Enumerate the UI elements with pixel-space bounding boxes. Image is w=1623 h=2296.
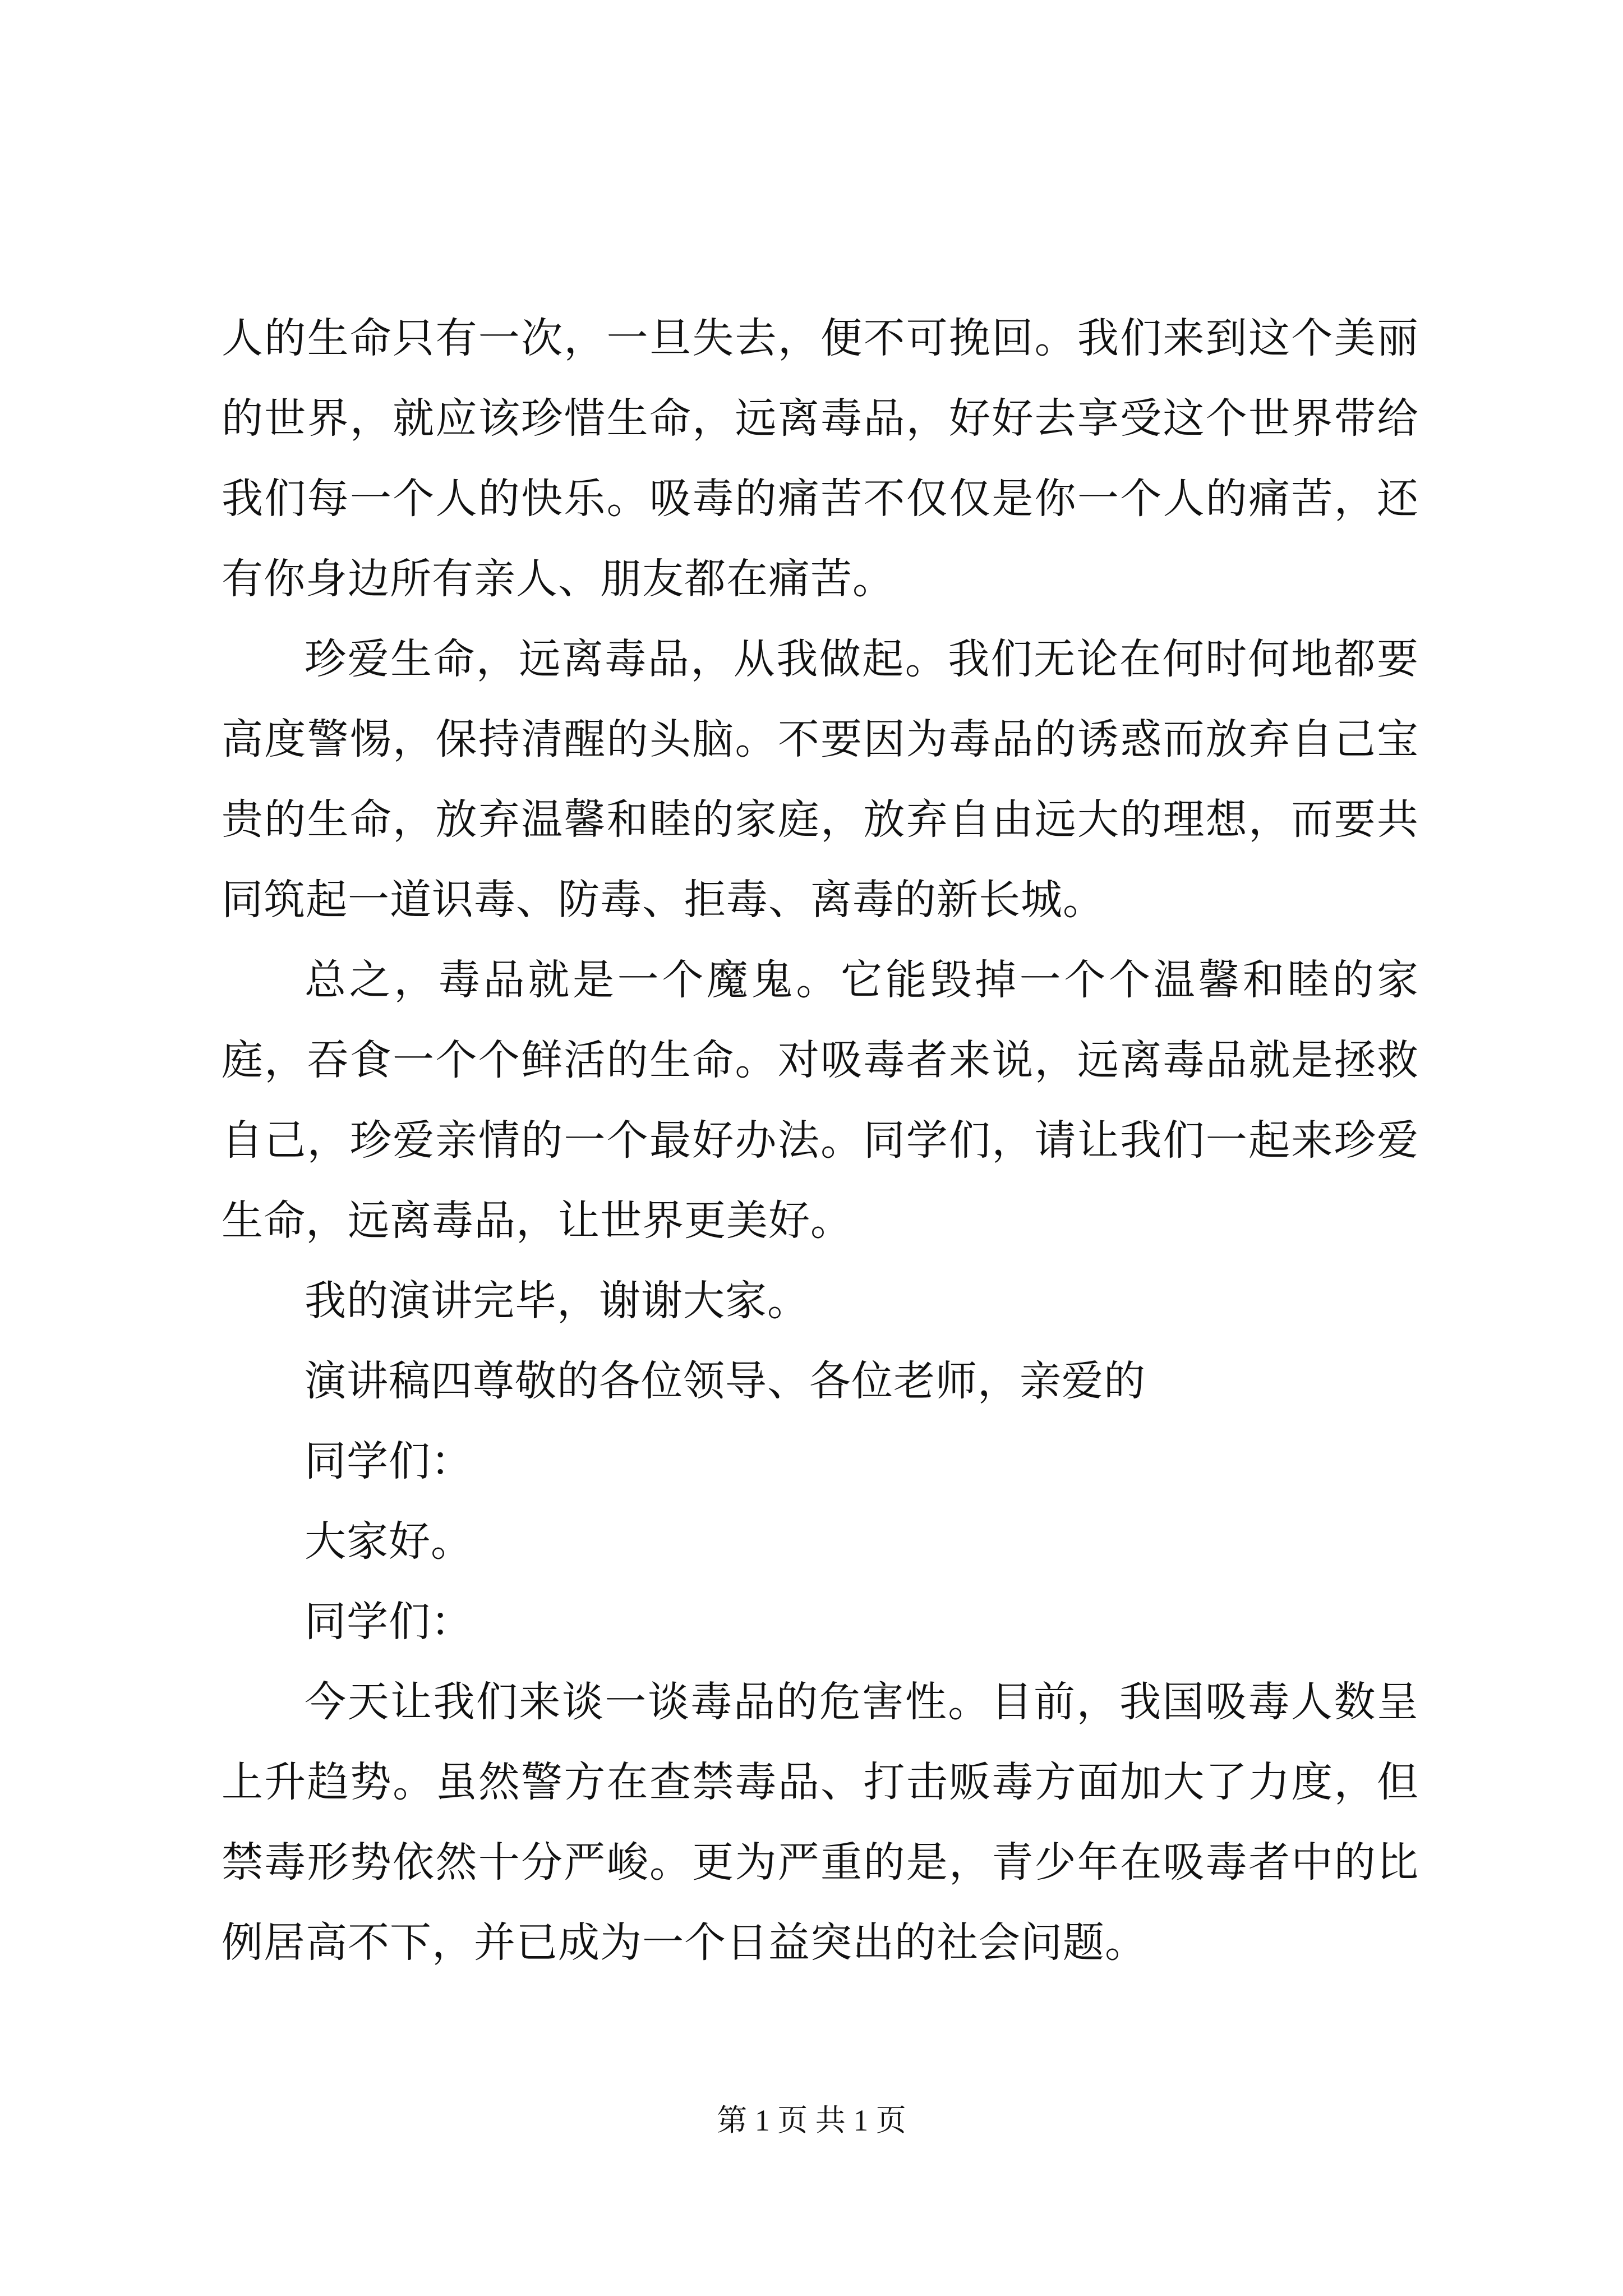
paragraph-5: 演讲稿四尊敬的各位领导、各位老师，亲爱的 (305, 1357, 1146, 1405)
paragraph-4: 我的演讲完毕，谢谢大家。 (305, 1277, 809, 1325)
paragraph-2: 珍爱生命，远离毒品，从我做起。我们无论在何时何地都要高度警惕，保持清醒的头脑。不要因为毒品的诱惑而放弃自己宝贵的生命，放弃温馨和睦的家庭，放弃自由远大的理想，而要共同筑起一道识毒、防毒、拒毒、离毒的新长城。 (222, 635, 1419, 924)
paragraph-9: 今天让我们来谈一谈毒品的危害性。目前，我国吸毒人数呈上升趋势。虽然警方在查禁毒品、打击贩毒方面加大了力度，但禁毒形势依然十分严峻。更为严重的是，青少年在吸毒者中的比例居高不下，并已成为一个日益突出的社会问题。 (222, 1678, 1419, 1967)
paragraph-7: 大家好。 (305, 1517, 473, 1566)
paragraph-1: 人的生命只有一次，一旦失去，便不可挽回。我们来到这个美丽的世界，就应该珍惜生命，远离毒品，好好去享受这个世界带给我们每一个人的快乐。吸毒的痛苦不仅仅是你一个人的痛苦，还有你身边所有亲人、朋友都在痛苦。 (222, 314, 1419, 603)
paragraph-3: 总之，毒品就是一个魔鬼。它能毁掉一个个温馨和睦的家庭，吞食一个个鲜活的生命。对吸毒者来说，远离毒品就是拯救自己，珍爱亲情的一个最好办法。同学们，请让我们一起来珍爱生命，远离毒品，让世界更美好。 (222, 956, 1419, 1245)
document-body (222, 298, 1419, 1983)
paragraph-8: 同学们： (305, 1598, 473, 1646)
paragraph-6: 同学们： (305, 1437, 473, 1485)
page-footer: 第 1 页 共 1 页 (717, 2104, 906, 2137)
